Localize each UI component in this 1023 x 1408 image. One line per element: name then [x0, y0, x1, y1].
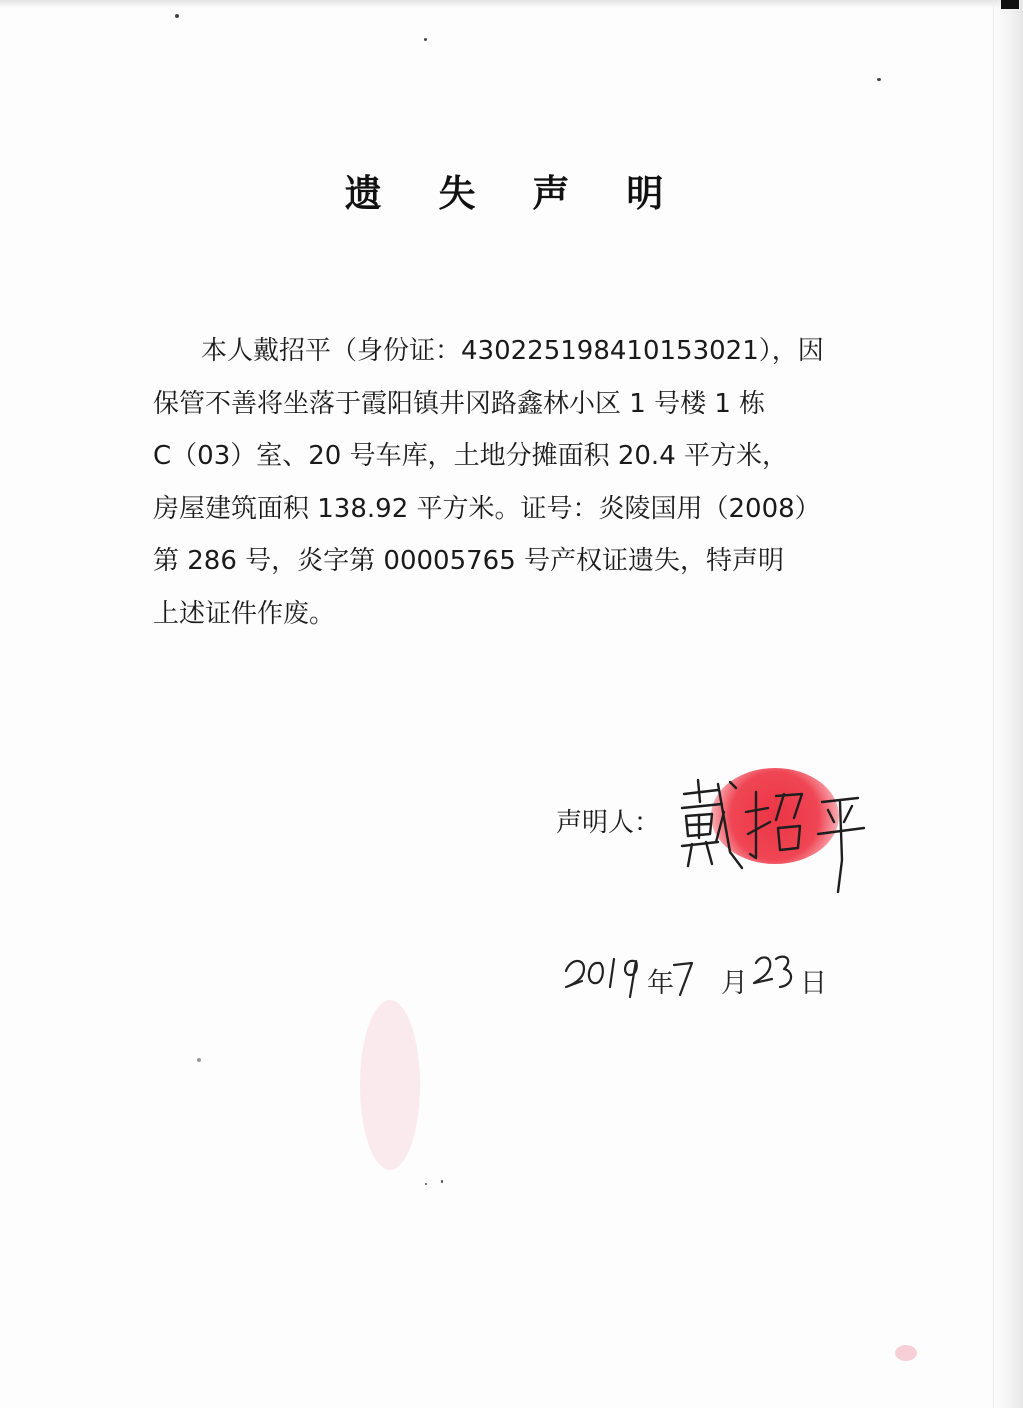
handwritten-signature: [672, 772, 872, 897]
scan-speck: [441, 1180, 443, 1183]
date-month-char: 月: [721, 968, 748, 999]
scan-shadow-top: [0, 0, 1023, 8]
document-title: 遗 失 声 明: [344, 172, 686, 215]
handwritten-date: [562, 941, 832, 1011]
pink-smudge: [895, 1345, 917, 1361]
body-line-4: 房屋建筑面积 138.92 平方米。证号：炎陵国用（2008）: [153, 493, 821, 524]
scan-corner-mark: [1001, 0, 1019, 9]
body-line-2: 保管不善将坐落于霞阳镇井冈路鑫林小区 1 号楼 1 栋: [153, 388, 766, 419]
scan-speck: [425, 1183, 427, 1185]
scan-speck: [175, 14, 179, 18]
scan-speck: [877, 78, 881, 81]
scan-speck: [197, 1058, 201, 1062]
declaration-body: [153, 325, 853, 640]
body-line-6: 上述证件作废。: [153, 598, 336, 629]
body-line-5: 第 286 号，炎字第 00005765 号产权证遗失，特声明: [153, 546, 785, 576]
scan-speck: [424, 38, 427, 41]
body-line-1: 本人戴招平（身份证：430225198410153021），因: [201, 336, 824, 366]
body-line-3: C（03）室、20 号车库，土地分摊面积 20.4 平方米，: [153, 441, 789, 471]
pink-smudge: [360, 1000, 420, 1170]
declarant-label: 声明人：: [556, 808, 661, 838]
date-day-char: 日: [800, 968, 827, 999]
date-year-char: 年: [647, 968, 674, 999]
